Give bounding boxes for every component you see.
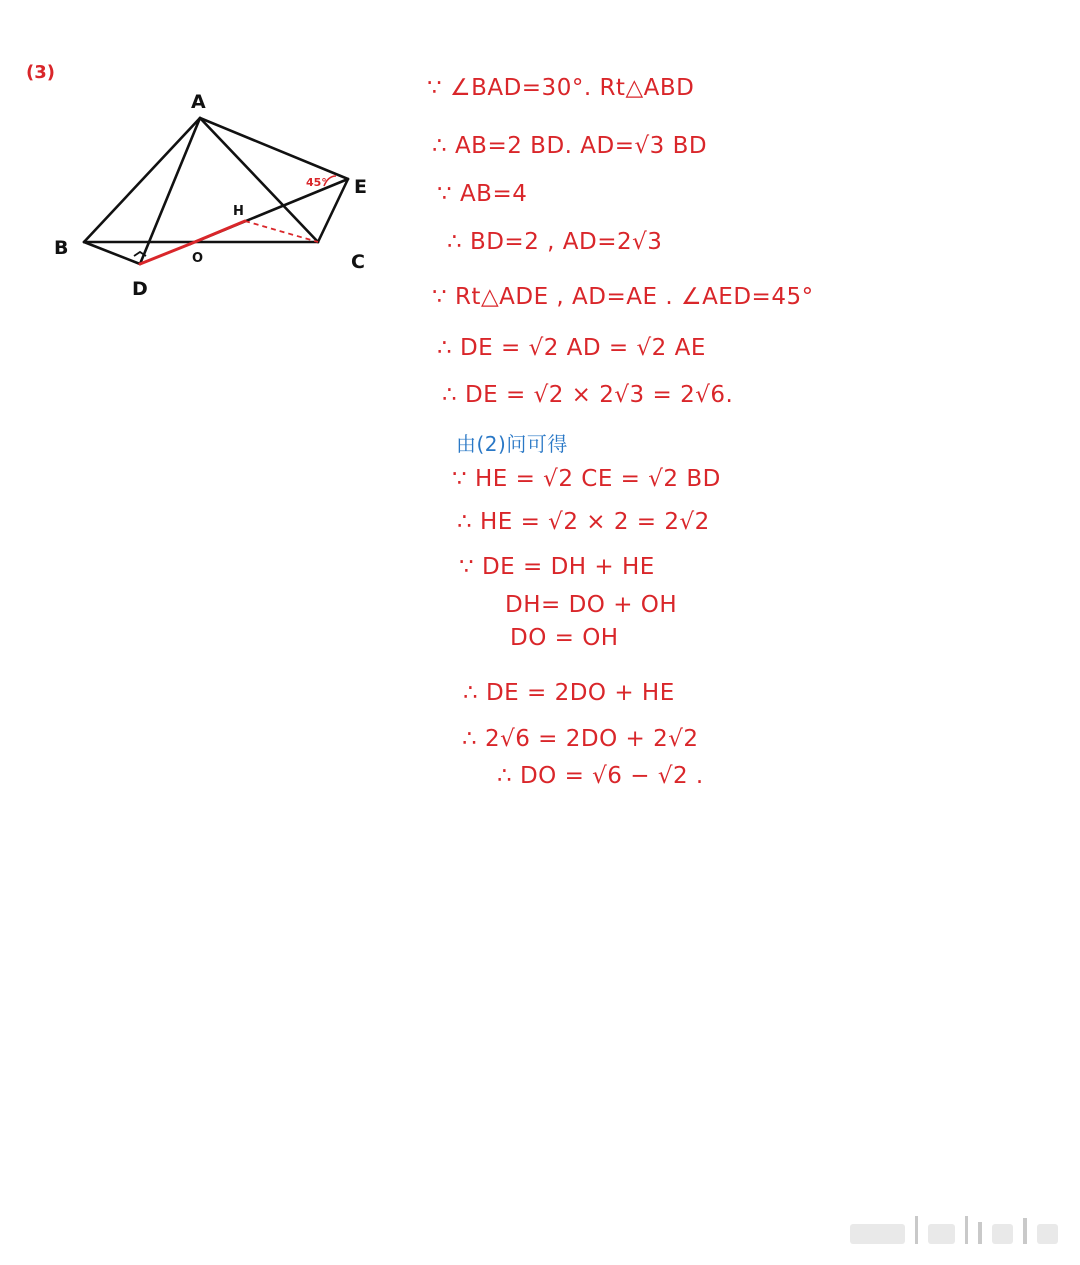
- step-line: ∵ ∠BAD=30°. Rt△ABD: [427, 75, 695, 101]
- step-line: ∵ DE = DH + HE: [459, 554, 655, 580]
- label-h: H: [233, 204, 244, 219]
- label-o: O: [192, 251, 204, 266]
- step-line: ∴ 2√6 = 2DO + 2√2: [462, 726, 699, 752]
- step-line: ∴ BD=2 , AD=2√3: [447, 229, 663, 255]
- step-line: ∵ Rt△ADE , AD=AE . ∠AED=45°: [432, 284, 814, 310]
- label-c: C: [351, 251, 365, 273]
- step-line: DO = OH: [510, 625, 619, 651]
- step-line: ∴ DE = √2 AD = √2 AE: [437, 335, 706, 361]
- label-d: D: [132, 278, 148, 300]
- step-line: DH= DO + OH: [505, 592, 678, 618]
- step-line: ∴ AB=2 BD. AD=√3 BD: [432, 133, 708, 159]
- watermark-logo: [850, 1210, 1058, 1244]
- step-line: ∵ AB=4: [437, 181, 528, 207]
- step-line: ∵ HE = √2 CE = √2 BD: [452, 466, 721, 492]
- part-label: (3): [26, 62, 55, 83]
- step-line: ∴ DO = √6 − √2 .: [497, 763, 704, 789]
- note-line: 由(2)问可得: [456, 432, 568, 456]
- angle-label-e: 45°: [306, 176, 327, 189]
- label-a: A: [191, 91, 206, 113]
- step-line: ∴ DE = 2DO + HE: [463, 680, 675, 706]
- label-e: E: [354, 176, 367, 198]
- label-b: B: [54, 237, 69, 259]
- step-line: ∴ DE = √2 × 2√3 = 2√6.: [442, 382, 734, 408]
- step-line: ∴ HE = √2 × 2 = 2√2: [457, 509, 710, 535]
